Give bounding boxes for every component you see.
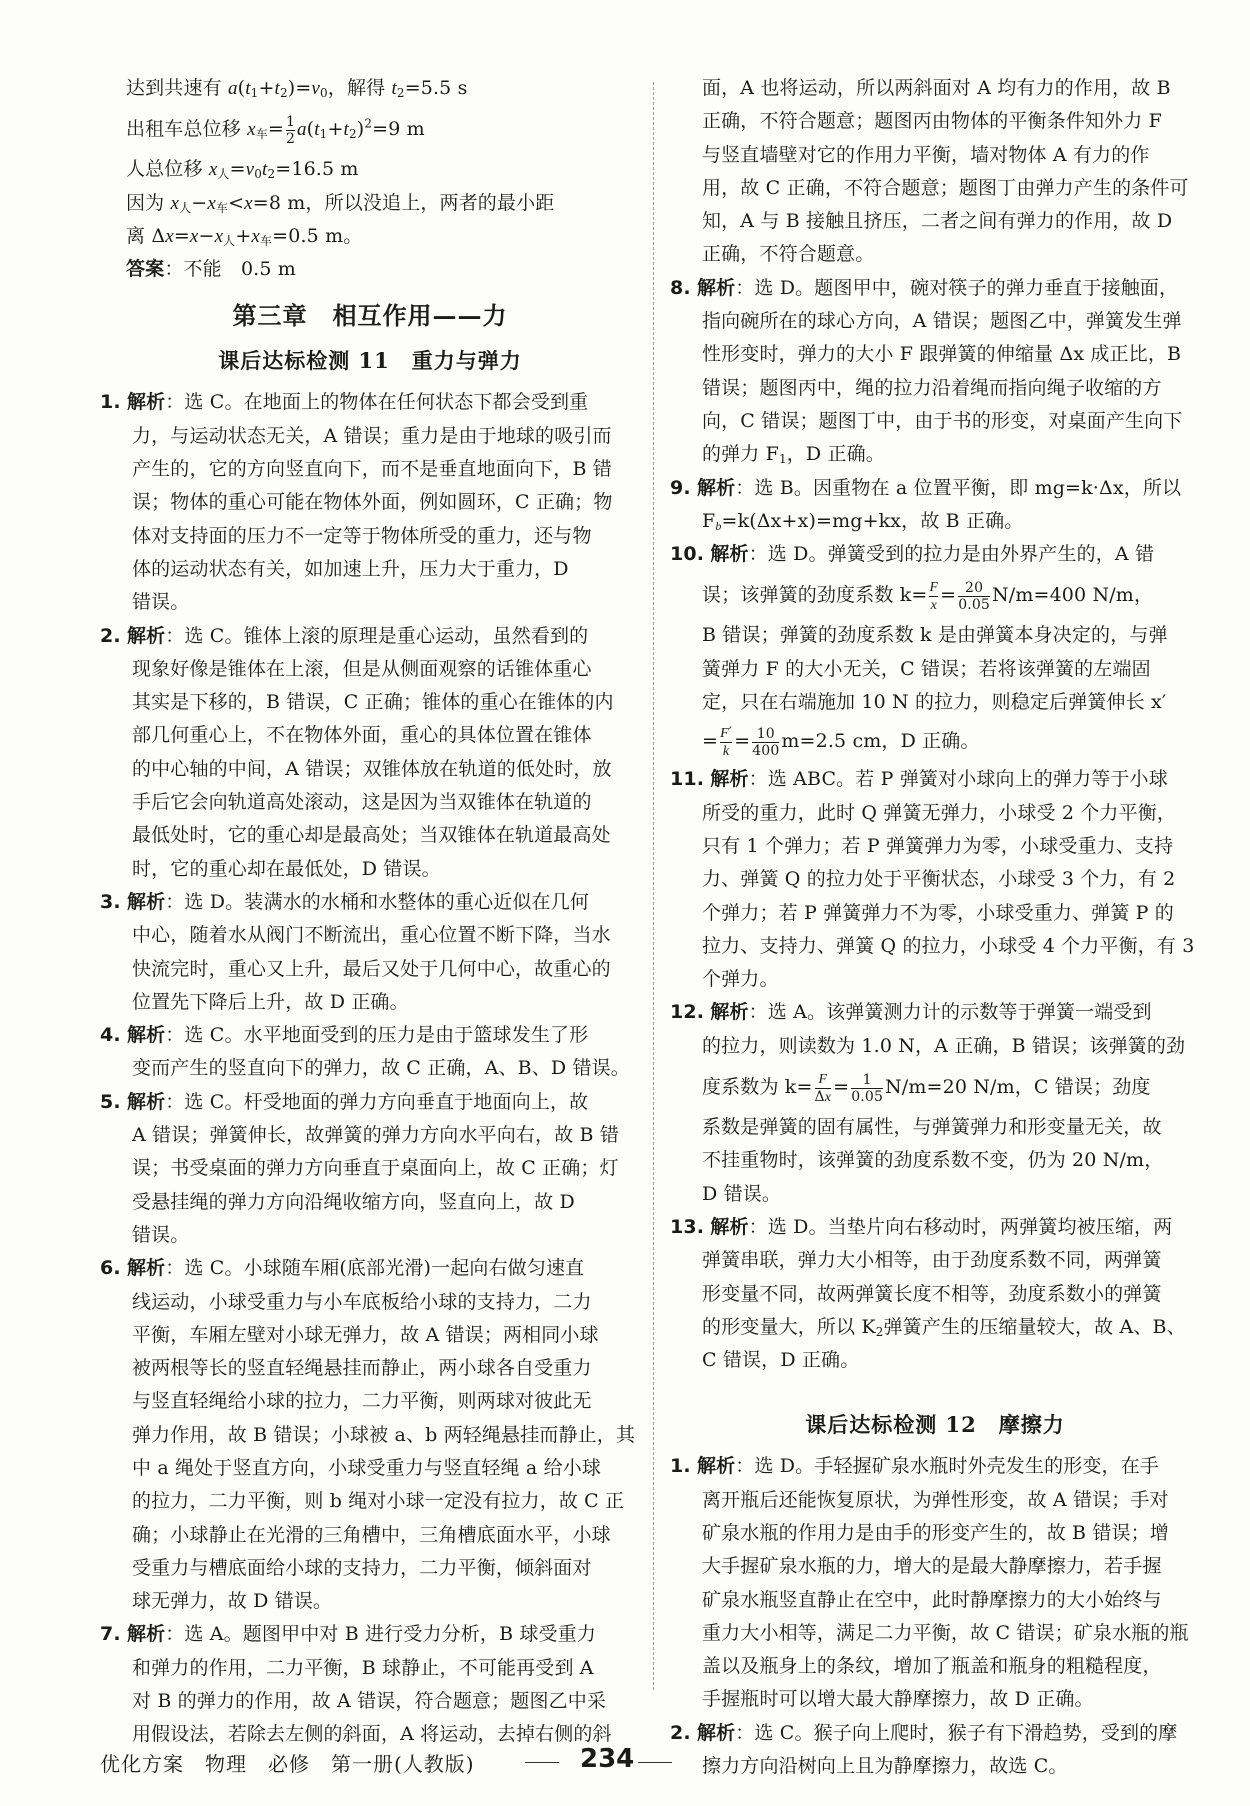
answer-line: 答案：不能 0.5 m: [126, 258, 296, 281]
text-line: 用，故 C 正确，不符合题意；题图丁由弹力产生的条件可: [702, 176, 1189, 199]
text-line: A 错误；弹簧伸长，故弹簧的弹力方向水平向右，故 B 错: [132, 1124, 620, 1147]
answer-item: [100, 386, 640, 619]
answer-item: [670, 1211, 1200, 1377]
text-line: 盖以及瓶身上的条纹，增加了瓶盖和瓶身的粗糙程度，: [702, 1655, 1162, 1678]
text-line: 体的运动状态有关，如加速上升，压力大于重力，D: [132, 557, 569, 580]
text-line: 球无弹力，故 D 错误。: [132, 1590, 333, 1613]
answer-item: [670, 538, 1200, 763]
text-line: 弹簧串联，弹力大小相等，由于劲度系数不同，两弹簧: [702, 1249, 1162, 1272]
text-line: 误；书受桌面的弹力方向垂直于桌面向上，故 C 正确；灯: [132, 1157, 619, 1180]
text-line: 个弹力；若 P 弹簧弹力不为零，小球受重力、弹簧 P 的: [702, 901, 1174, 924]
answer-item: [670, 272, 1200, 472]
text-line: 误；该弹簧的劲度系数 k= $\frac{F}{x}$ = $\frac{20}{0.05}$ N/m=400 N/m，: [702, 579, 1154, 613]
text-line: 确；小球静止在光滑的三角槽中，三角槽底面水平，小球: [132, 1523, 611, 1546]
text-line: 的拉力，二力平衡，则 b 绳对小球一定没有拉力，故 C 正: [132, 1490, 625, 1513]
text-line: 知，A 与 B 接触且挤压，二者之间有弹力的作用，故 D: [702, 210, 1173, 233]
text-line: 离 $\Delta x=x-x_人+x_车=0.5$ m。: [126, 224, 363, 248]
left-column: [100, 72, 640, 1752]
right-column: [670, 72, 1200, 1783]
text-line: 11. 解析：选 ABC。若 P 弹簧对小球向上的弹力等于小球: [670, 768, 1168, 791]
text-line: D 错误。: [702, 1182, 782, 1205]
text-line: 13. 解析：选 D。当垫片向右移动时，两弹簧均被压缩，两: [670, 1215, 1173, 1238]
text-line: 因为 $x_人-x_车<x=8$ m，所以没追上，两者的最小距: [126, 191, 555, 215]
text-line: 与竖直轻绳给小球的拉力，二力平衡，则两球对彼此无: [132, 1390, 592, 1413]
answer-item: [100, 1086, 640, 1252]
text-line: 部几何重心上，不在物体外面，重心的具体位置在锥体: [132, 724, 592, 747]
text-line: 时，它的重心却在最低处，D 错误。: [132, 857, 441, 880]
text-line: 重力大小相等，满足二力平衡，故 C 错误；矿泉水瓶的瓶: [702, 1621, 1189, 1644]
text-line: 所受的重力，此时 Q 弹簧无弹力，小球受 2 个力平衡，: [702, 801, 1177, 824]
text-line: 3. 解析：选 D。装满水的水桶和水整体的重心近似在几何: [100, 890, 589, 913]
text-line: 面，A 也将运动，所以两斜面对 A 均有力的作用，故 B: [702, 77, 1171, 99]
answer-item: [100, 1019, 640, 1086]
text-line: 1. 解析：选 C。在地面上的物体在任何状态下都会受到重: [100, 391, 589, 414]
text-line: 系数是弹簧的固有属性，与弹簧弹力和形变量无关，故: [702, 1116, 1162, 1139]
answer-item: [670, 472, 1200, 539]
text-line: 位置先下降后上升，故 D 正确。: [132, 990, 409, 1013]
text-line: 人总位移 $x_人=v_0t_2=16.5$ m: [126, 158, 359, 182]
text-line: 6. 解析：选 C。小球随车厢(底部光滑)一起向右做匀速直: [100, 1257, 585, 1280]
text-line: 矿泉水瓶竖直静止在空中，此时静摩擦力的大小始终与: [702, 1588, 1162, 1611]
text-line: 中 a 绳处于竖直方向，小球受重力与竖直轻绳 a 给小球: [132, 1456, 602, 1479]
text-line: 平衡，车厢左壁对小球无弹力，故 A 错误；两相同小球: [132, 1323, 599, 1346]
text-line: 9. 解析：选 B。因重物在 a 位置平衡，即 mg=k·Δx，所以: [670, 476, 1182, 499]
text-line: 错误；题图丙中，绳的拉力沿着绳而指向绳子收缩的方: [702, 376, 1162, 399]
text-line: 体对支持面的压力不一定等于物体所受的重力，还与物: [132, 524, 592, 547]
answer-item: [670, 1450, 1200, 1716]
text-line: $F_b=k(\Delta x+x)=mg+kx$，故 B 正确。: [702, 509, 1024, 533]
text-line: 拉力、支持力、弹簧 Q 的拉力，小球受 4 个力平衡，有 3: [702, 934, 1195, 957]
text-line: 线运动，小球受重力与小车底板给小球的支持力，二力: [132, 1290, 592, 1313]
text-line: 形变量不同，故两弹簧长度不相等，劲度系数小的弹簧: [702, 1282, 1162, 1305]
text-line: 达到共速有 $a(t_1+t_2)=v_0$，解得 $t_2=5.5$ s: [126, 77, 468, 100]
text-line: 中心，随着水从阀门不断流出，重心位置不断下降，当水: [132, 924, 611, 947]
section-title: 课后达标检测 11 重力与弹力: [218, 348, 522, 374]
text-line: 5. 解析：选 C。杆受地面的弹力方向垂直于地面向上，故: [100, 1090, 589, 1113]
text-line: 定，只在右端施加 10 N 的拉力，则稳定后弹簧伸长 x′: [702, 691, 1167, 714]
text-line: 8. 解析：选 D。题图甲中，碗对筷子的弹力垂直于接触面，: [670, 276, 1179, 299]
book-title: 优化方案 物理 必修 第一册(人教版): [100, 1752, 475, 1776]
page-number: 234: [580, 1744, 635, 1774]
text-line: 的中心轴的中间，A 错误；双锥体放在轨道的低处时，放: [132, 757, 612, 780]
text-line: 的拉力，则读数为 1.0 N，A 正确，B 错误；该弹簧的劲: [702, 1034, 1186, 1057]
answer-item: [100, 1252, 640, 1618]
text-line: 现象好像是锥体在上滚，但是从侧面观察的话锥体重心: [132, 657, 592, 680]
footer-dash: [638, 1762, 672, 1763]
answer-item: [670, 996, 1200, 1210]
text-line: 被两根等长的竖直轻绳悬挂而静止，两小球各自受重力: [132, 1357, 592, 1380]
text-line: 个弹力。: [702, 968, 779, 991]
text-line: 1. 解析：选 D。手轻握矿泉水瓶时外壳发生的形变，在手: [670, 1455, 1159, 1478]
text-line: 最低处时，它的重心却是最高处；当双锥体在轨道最高处: [132, 824, 611, 847]
text-line: 出租车总位移 $x_车=$ $\frac{1}{2}$ $a(t_1+t_2)^2=9$ m: [126, 113, 425, 147]
text-line: 弹力作用，故 B 错误；小球被 a、b 两轻绳悬挂而静止，其: [132, 1423, 636, 1446]
text-line: 产生的，它的方向竖直向下，而不是垂直地面向下，B 错: [132, 458, 612, 481]
text-line: 只有 1 个弹力；若 P 弹簧弹力为零，小球受重力、支持: [702, 834, 1174, 857]
answer-item: [100, 886, 640, 1019]
text-line: 2. 解析：选 C。猴子向上爬时，猴子有下滑趋势，受到的摩: [670, 1721, 1178, 1744]
answer-item: [100, 1618, 640, 1751]
text-line: 离开瓶后还能恢复原状，为弹性形变，故 A 错误；手对: [702, 1488, 1169, 1511]
text-line: 向，C 错误；题图丁中，由于书的形变，对桌面产生向下: [702, 409, 1183, 432]
text-line: 4. 解析：选 C。水平地面受到的压力是由于篮球发生了形: [100, 1024, 589, 1047]
section-title: 课后达标检测 12 摩擦力: [805, 1412, 1065, 1438]
text-line: 手后它会向轨道高处滚动，这是因为当双锥体在轨道的: [132, 791, 592, 814]
text-line: 力，与运动状态无关，A 错误；重力是由于地球的吸引而: [132, 424, 612, 447]
text-line: 擦力方向沿树向上且为静摩擦力，故选 C。: [702, 1755, 1068, 1778]
text-line: 指向碗所在的球心方向，A 错误；题图乙中，弹簧发生弹: [702, 310, 1182, 333]
column-divider: [653, 82, 654, 1690]
text-line: 误；物体的重心可能在物体外面，例如圆环，C 正确；物: [132, 491, 613, 514]
text-line: 错误。: [132, 1223, 190, 1246]
text-line: 度系数为 k= $\frac{F}{\Delta x}$ = $\frac{1}{0.05}$ N/m=20 N/m，C 错误；劲度: [702, 1071, 1151, 1105]
text-line: 受悬挂绳的弹力方向沿绳收缩方向，竖直向上，故 D: [132, 1190, 575, 1213]
text-line: C 错误，D 正确。: [702, 1349, 860, 1372]
chapter-title: 第三章 相互作用——力: [232, 301, 508, 331]
text-line: 正确，不符合题意；题图丙由物体的平衡条件知外力 F: [702, 110, 1162, 133]
answer-item: [670, 763, 1200, 996]
text-line: 簧弹力 F 的大小无关，C 错误；若将该弹簧的左端固: [702, 657, 1151, 680]
text-line: 与竖直墙壁对它的作用力平衡，墙对物体 A 有力的作: [702, 143, 1150, 166]
text-line: 对 B 的弹力的作用，故 A 错误，符合题意；题图乙中采: [132, 1690, 607, 1713]
text-line: 不挂重物时，该弹簧的劲度系数不变，仍为 20 N/m，: [702, 1149, 1164, 1172]
text-line: 受重力与槽底面给小球的支持力，二力平衡，倾斜面对: [132, 1556, 592, 1579]
page-footer: [100, 1744, 700, 1780]
text-line: B 错误；弹簧的劲度系数 k 是由弹簧本身决定的，与弹: [702, 624, 1168, 647]
text-line: 性形变时，弹力的大小 F 跟弹簧的伸缩量 Δx 成正比，B: [702, 343, 1182, 366]
answer-item: [100, 620, 640, 886]
text-line: 矿泉水瓶的作用力是由手的形变产生的，故 B 错误；增: [702, 1521, 1169, 1544]
text-line: 7. 解析：选 A。题图甲中对 B 进行受力分析，B 球受重力: [100, 1623, 596, 1646]
text-line: 快流完时，重心又上升，最后又处于几何中心，故重心的: [132, 957, 611, 980]
text-line: = $\frac{F'}{k}$ = $\frac{10}{400}$ m=2.5 cm，D 正确。: [702, 724, 980, 759]
text-line: 和弹力的作用，二力平衡，B 球静止，不可能再受到 A: [132, 1656, 594, 1679]
text-line: 大手握矿泉水瓶的力，增大的是最大静摩擦力，若手握: [702, 1555, 1162, 1578]
answer-item: [670, 1717, 1200, 1784]
text-line: 12. 解析：选 A。该弹簧测力计的示数等于弹簧一端受到: [670, 1001, 1152, 1024]
answer-item-continued: [670, 72, 1200, 272]
text-line: 的形变量大，所以 $K_2$弹簧产生的压缩量较大，故 A、B、: [702, 1315, 1186, 1339]
text-line: 10. 解析：选 D。弹簧受到的拉力是由外界产生的，A 错: [670, 543, 1155, 566]
footer-dash: [525, 1762, 559, 1763]
text-line: 力、弹簧 Q 的拉力处于平衡状态，小球受 3 个力，有 2: [702, 868, 1176, 891]
text-line: 2. 解析：选 C。锥体上滚的原理是重心运动，虽然看到的: [100, 624, 589, 647]
text-line: 的弹力 $F_1$，D 正确。: [702, 443, 885, 467]
text-line: 手握瓶时可以增大最大静摩擦力，故 D 正确。: [702, 1688, 1094, 1711]
text-line: 变而产生的竖直向下的弹力，故 C 正确，A、B、D 错误。: [132, 1057, 630, 1080]
text-line: 其实是下移的，B 错误，C 正确；锥体的重心在锥体的内: [132, 691, 614, 714]
text-line: 正确，不符合题意。: [702, 243, 875, 266]
text-line: 错误。: [132, 591, 190, 614]
text-line: 用假设法，若除去左侧的斜面，A 将运动，去掉右侧的斜: [132, 1723, 612, 1746]
